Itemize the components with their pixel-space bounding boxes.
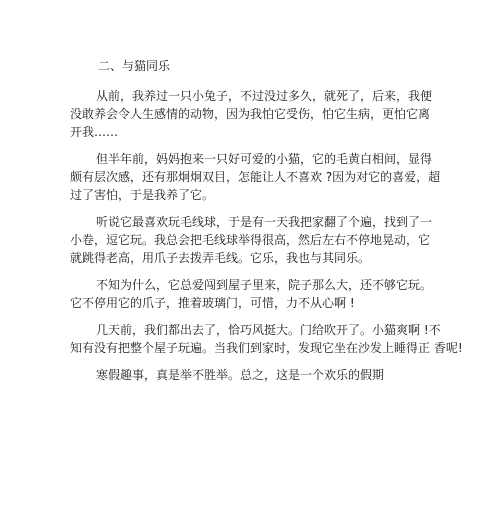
paragraph-1-line-1: 从前，我养过一只小兔子，不过没过多久，就死了，后来，我便	[96, 89, 433, 103]
paragraph-2-line-2: 颇有层次感，还有那炯炯双目，怎能让人不喜欢 ?因为对它的喜爱，超	[70, 170, 441, 184]
paragraph-2-line-1: 但半年前，妈妈抱来一只好可爱的小猫，它的毛黄白相间，显得	[96, 152, 433, 166]
paragraph-1-line-2: 没敢养会令人生感情的动物，因为我怕它受伤，怕它生病，更怕它离	[70, 107, 431, 121]
paragraph-6-line-1: 寒假趣事，真是举不胜举。总之，这是一个欢乐的假期	[96, 368, 385, 382]
paragraph-4-line-2: 它不停用它的爪子，推着玻璃门，可惜，力不从心啊 !	[70, 296, 355, 310]
paragraph-3-line-1: 听说它最喜欢玩毛线球，于是有一天我把家翻了个遍，找到了一	[96, 215, 433, 229]
paragraph-4-line-1: 不知为什么，它总爱闯到屋子里来，院子那么大，还不够它玩。	[96, 278, 433, 292]
paragraph-3-line-2: 小卷，逗它玩。我总会把毛线球举得很高，然后左右不停地晃动，它	[70, 233, 431, 247]
paragraph-3-line-3: 就跳得老高，用爪子去拨弄毛线。它乐，我也与其同乐。	[70, 251, 371, 265]
paragraph-5-line-1: 几天前，我们都出去了，恰巧风挺大。门给吹开了。小猫爽啊 !不	[96, 323, 441, 337]
paragraph-1-line-3: 开我……	[70, 125, 119, 139]
paragraph-2-line-3: 过了害怕，于是我养了它。	[70, 188, 215, 202]
section-heading: 二、与猫同乐	[98, 59, 171, 73]
paragraph-5-line-2: 知有没有把整个屋子玩遍。当我们到家时，发现它坐在沙发上睡得正 香呢!	[70, 341, 463, 355]
